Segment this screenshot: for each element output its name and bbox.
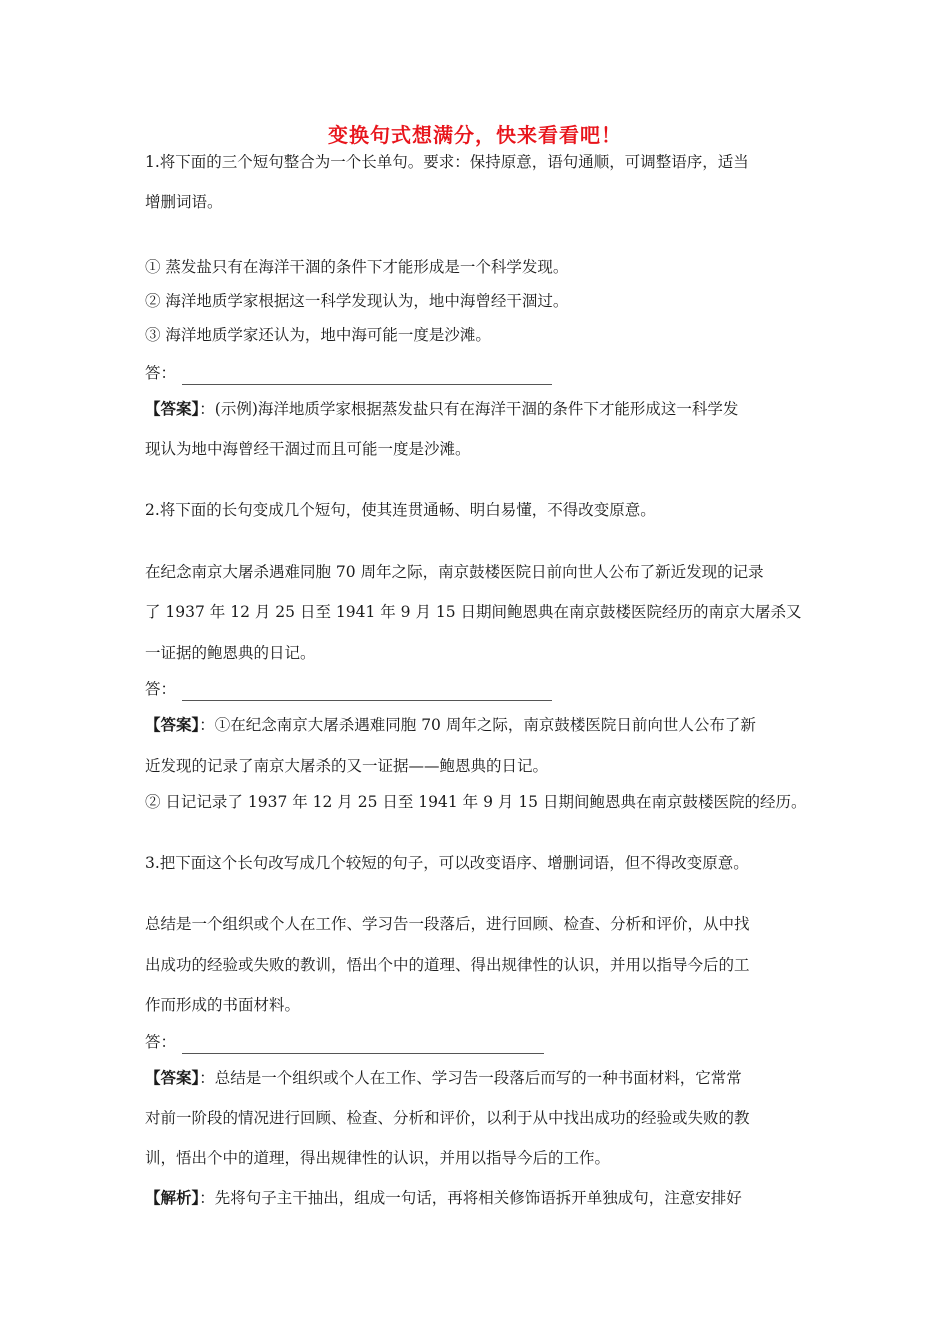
q3-passage-line-3: 作而形成的书面材料。	[145, 996, 301, 1014]
q3-answer-text-1: ：总结是一个组织或个人在工作、学习告一段落后而写的一种书面材料，它常常	[199, 1069, 742, 1087]
q1-item-1: ① 蒸发盐只有在海洋干涸的条件下才能形成是一个科学发现。	[145, 258, 569, 276]
q3-passage-line-2: 出成功的经验或失败的教训，悟出个中的道理、得出规律性的认识，并用以指导今后的工	[145, 956, 750, 974]
q2-answer-line-1	[145, 713, 810, 737]
q1-answer-line-2: 现认为地中海曾经干涸过而且可能一度是沙滩。	[145, 440, 471, 458]
q1-item-2: ② 海洋地质学家根据这一科学发现认为，地中海曾经干涸过。	[145, 292, 569, 310]
analysis-tag: 【解析】	[145, 1188, 200, 1207]
page-title: 变换句式想满分，快来看看吧！	[328, 123, 622, 147]
answer-prompt: 答：	[145, 680, 177, 698]
q3-analysis-line-1	[145, 1186, 810, 1210]
q3-answer-blank	[145, 1030, 810, 1054]
q1-answer-blank	[145, 361, 810, 385]
answer-tag: 【答案】	[145, 715, 200, 734]
q1-prompt-line-1: 1.将下面的三个短句整合为一个长单句。要求：保持原意，语句通顺，可调整语序，适当	[145, 153, 749, 171]
q3-analysis-text-1: ：先将句子主干抽出，组成一句话，再将相关修饰语拆开单独成句，注意安排好	[199, 1189, 742, 1207]
q1-item-3: ③ 海洋地质学家还认为，地中海可能一度是沙滩。	[145, 326, 491, 344]
q1-prompt-line-2: 增删词语。	[145, 193, 223, 211]
q2-prompt: 2.将下面的长句变成几个短句，使其连贯通畅、明白易懂，不得改变原意。	[145, 501, 656, 519]
q1-answer-text-1: ：(示例)海洋地质学家根据蒸发盐只有在海洋干涸的条件下才能形成这一科学发	[199, 400, 739, 418]
q3-answer-line-1	[145, 1066, 810, 1090]
q3-answer-line-3: 训，悟出个中的道理，得出规律性的认识，并用以指导今后的工作。	[145, 1149, 611, 1167]
answer-prompt: 答：	[145, 1033, 177, 1051]
q2-answer-text-1: ：①在纪念南京大屠杀遇难同胞 70 周年之际，南京鼓楼医院日前向世人公布了新	[199, 716, 756, 734]
answer-underline[interactable]	[182, 685, 552, 701]
q3-prompt: 3.把下面这个长句改写成几个较短的句子，可以改变语序、增删词语，但不得改变原意。	[145, 854, 749, 872]
answer-underline[interactable]	[182, 1038, 544, 1054]
q2-answer-blank	[145, 677, 810, 701]
q2-passage-line-1: 在纪念南京大屠杀遇难同胞 70 周年之际，南京鼓楼医院日前向世人公布了新近发现的记录	[145, 563, 764, 581]
q2-answer-line-3: ② 日记记录了 1937 年 12 月 25 日至 1941 年 9 月 15 日期间鲍恩典在南京鼓楼医院的经历。	[145, 793, 807, 811]
q2-passage-line-3: 一证据的鲍恩典的日记。	[145, 644, 316, 662]
answer-tag: 【答案】	[145, 1068, 200, 1087]
answer-prompt: 答：	[145, 364, 177, 382]
q3-passage-line-1: 总结是一个组织或个人在工作、学习告一段落后，进行回顾、检查、分析和评价，从中找	[145, 915, 750, 933]
q1-answer-line-1	[145, 397, 810, 421]
answer-tag: 【答案】	[145, 399, 200, 418]
q2-answer-line-2: 近发现的记录了南京大屠杀的又一证据——鲍恩典的日记。	[145, 757, 549, 775]
q3-answer-line-2: 对前一阶段的情况进行回顾、检查、分析和评价，以利于从中找出成功的经验或失败的教	[145, 1109, 750, 1127]
q2-passage-line-2: 了 1937 年 12 月 25 日至 1941 年 9 月 15 日期间鲍恩典在南京鼓楼医院经历的南京大屠杀又	[145, 603, 802, 621]
answer-underline[interactable]	[182, 369, 552, 385]
